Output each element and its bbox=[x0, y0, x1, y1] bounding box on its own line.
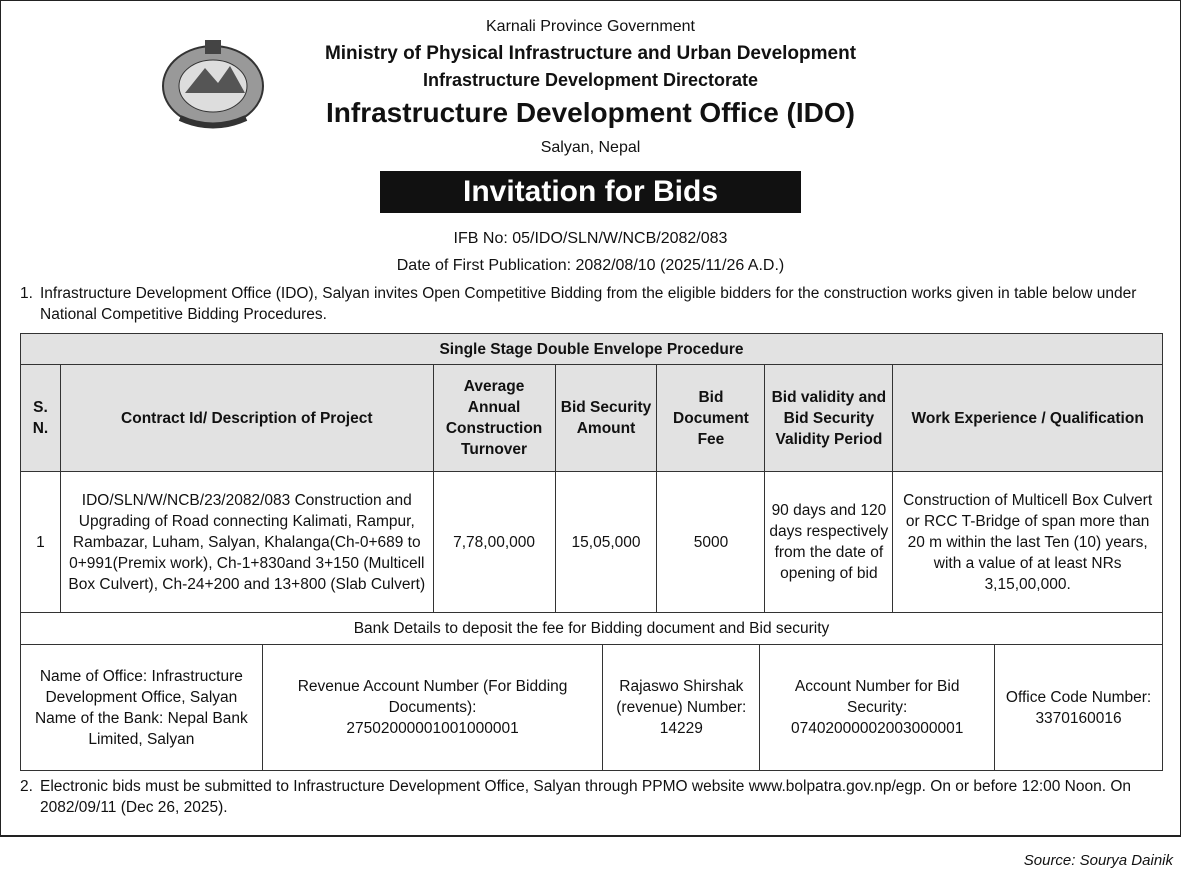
cell-doc-fee: 5000 bbox=[657, 472, 765, 613]
cell-bid-security: 15,05,000 bbox=[555, 472, 657, 613]
directorate-name: Infrastructure Development Directorate bbox=[422, 70, 759, 90]
office-code-cell bbox=[995, 645, 1163, 771]
ministry-name: Ministry of Physical Infrastructure and Urban Development bbox=[324, 43, 857, 64]
paragraph-number: 1. bbox=[20, 285, 33, 302]
col-doc-fee: Bid Document Fee bbox=[657, 365, 765, 472]
publication-date: Date of First Publication: 2082/08/10 (2025/11/26 A.D.) bbox=[396, 257, 785, 274]
office-name: Infrastructure Development Office (IDO) bbox=[326, 97, 855, 128]
col-sn: S. N. bbox=[21, 365, 61, 472]
office-code: 3370160016 bbox=[1035, 709, 1122, 727]
notice-title: Invitation for Bids bbox=[380, 171, 801, 213]
bids-table bbox=[20, 333, 1163, 645]
col-turnover: Average Annual Construction Turnover bbox=[433, 365, 555, 472]
table-row bbox=[21, 472, 1163, 613]
procedure-header: Single Stage Double Envelope Procedure bbox=[21, 334, 1163, 365]
security-account-cell bbox=[760, 645, 995, 771]
security-label: Account Number for Bid Security: bbox=[794, 678, 960, 716]
cell-experience: Construction of Multicell Box Culvert or RCC T-Bridge of span more than 20 m within the last Ten (10) years, with a value of at least NRs 3,15,00,000. bbox=[893, 472, 1163, 613]
cell-sn: 1 bbox=[21, 472, 61, 613]
revenue-number: 27502000001001000001 bbox=[346, 720, 519, 737]
paragraph-text: Electronic bids must be submitted to Infrastructure Development Office, Salyan through PPMO website www.bolpatra.gov.np/egp. On or before 12:00 Noon. On 2082/09/11 (Dec 26, 2025). bbox=[40, 778, 1132, 816]
column-headers bbox=[21, 365, 1163, 472]
cell-validity: 90 days and 120 days respectively from the date of opening of bid bbox=[765, 472, 893, 613]
paragraph-number: 2. bbox=[20, 778, 33, 795]
bank-name-text: Name of the Bank: Nepal Bank Limited, Salyan bbox=[34, 709, 248, 748]
rajaswo-cell: Rajaswo Shirshak (revenue) Number: 14229 bbox=[603, 645, 760, 771]
col-description: Contract Id/ Description of Project bbox=[60, 365, 433, 472]
paragraph-2 bbox=[20, 776, 1170, 818]
bank-office-cell bbox=[21, 645, 263, 771]
paragraph-text: Infrastructure Development Office (IDO), Salyan invites Open Competitive Bidding from the eligible bidders for the construction works given in table below under National Competitive Bidding Procedures. bbox=[40, 285, 1137, 323]
col-experience: Work Experience / Qualification bbox=[893, 365, 1163, 472]
bank-details-table bbox=[20, 644, 1163, 771]
cell-turnover: 7,78,00,000 bbox=[433, 472, 555, 613]
bank-details-header: Bank Details to deposit the fee for Bidding document and Bid security bbox=[21, 613, 1163, 645]
paragraph-1 bbox=[20, 283, 1170, 325]
office-code-label: Office Code Number: bbox=[1005, 688, 1152, 706]
revenue-account-cell bbox=[262, 645, 603, 771]
government-name: Karnali Province Government bbox=[486, 18, 695, 35]
office-name-text: Name of Office: Infrastructure Development Office, Salyan bbox=[39, 667, 243, 706]
cell-description: IDO/SLN/W/NCB/23/2082/083 Construction and Upgrading of Road connecting Kalimati, Rampur, Rambazar, Luham, Salyan, Khalanga(Ch-0+689 to 0+991(Premix work), Ch-1+830and 3+150 (Multicell Box Culvert), Ch-24+200 and 13+800 (Slab Culvert) bbox=[60, 472, 433, 613]
ifb-number: IFB No: 05/IDO/SLN/W/NCB/2082/083 bbox=[453, 230, 728, 247]
col-validity: Bid validity and Bid Security Validity Period bbox=[765, 365, 893, 472]
col-bid-security: Bid Security Amount bbox=[555, 365, 657, 472]
security-number: 07402000002003000001 bbox=[790, 720, 964, 737]
source-credit: Source: Sourya Dainik bbox=[1023, 852, 1173, 869]
office-location: Salyan, Nepal bbox=[540, 139, 641, 156]
revenue-label: Revenue Account Number (For Bidding Documents): bbox=[297, 678, 568, 716]
